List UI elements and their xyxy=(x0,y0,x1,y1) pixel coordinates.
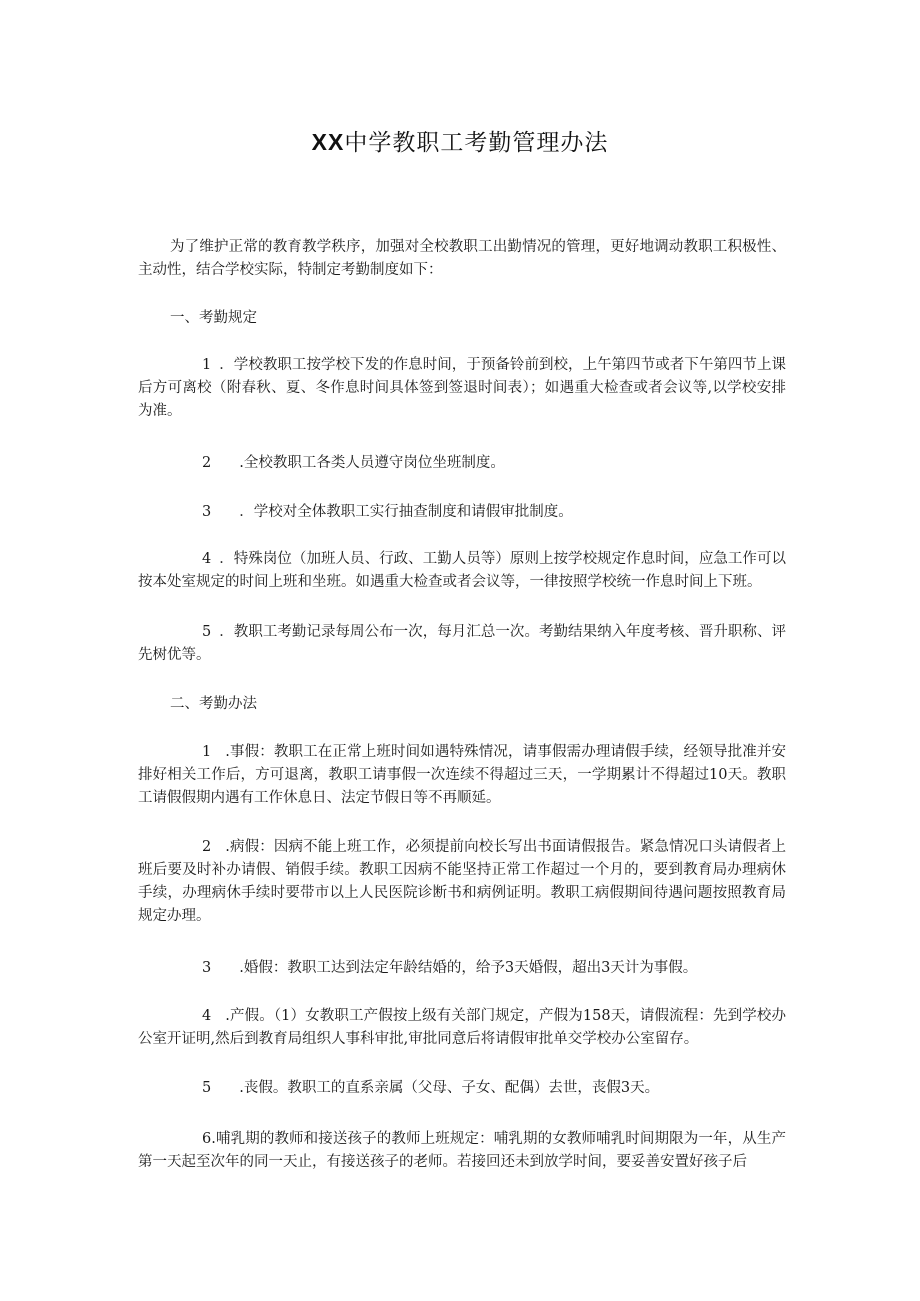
item-number: 1 xyxy=(202,744,212,760)
item-number: 3 xyxy=(202,960,212,976)
item-text: ．学校对全体教职工实行抽查制度和请假审批制度。 xyxy=(239,504,573,520)
item-text: .产假。（1）女教职工产假按上级有关部门规定，产假为158天，请假流程：先到学校办公室开证明,然后到教育局组织人事科审批,审批同意后将请假审批单交学校办公室留存。 xyxy=(138,1008,786,1047)
section2-item-1 xyxy=(138,741,786,810)
section2-item-2 xyxy=(138,836,786,928)
item-number: 1 xyxy=(202,357,212,373)
section2-heading: 二、考勤办法 xyxy=(170,696,257,712)
item-text: ．教职工考勤记录每周公布一次，每月汇总一次。考勤结果纳入年度考核、晋升职称、评先树优等。 xyxy=(138,624,786,663)
section2-item-6 xyxy=(138,1128,786,1174)
item-text: .哺乳期的教师和接送孩子的教师上班规定：哺乳期的女教师哺乳时间期限为一年，从生产第一天起至次年的同一天止，有接送孩子的老师。若接回还未到放学时间，要妥善安置好孩子后 xyxy=(138,1131,786,1170)
section1-item-5 xyxy=(138,621,786,667)
item-number: 2 xyxy=(202,455,212,471)
item-text: .事假：教职工在正常上班时间如遇特殊情况，请事假需办理请假手续，经领导批准并安排好相关工作后，方可退离，教职工请事假一次连续不得超过三天，一学期累计不得超过10天。教职工请假假期内遇有工作休息日、法定节假日等不再顺延。 xyxy=(138,744,786,806)
item-number: 4 xyxy=(202,1008,212,1024)
intro-paragraph: 为了维护正常的教育教学秩序，加强对全校教职工出勤情况的管理，更好地调动教职工积极性、主动性，结合学校实际，特制定考勤制度如下： xyxy=(138,239,786,278)
item-number: 3 xyxy=(202,504,212,520)
section1-item-4 xyxy=(138,548,786,594)
item-number: 5 xyxy=(202,624,212,640)
section1-heading: 一、考勤规定 xyxy=(170,310,257,326)
item-number: 2 xyxy=(202,839,212,855)
item-number: 5 xyxy=(202,1080,212,1096)
section2-item-5 xyxy=(138,1077,786,1100)
item-text: ．特殊岗位（加班人员、行政、工勤人员等）原则上按学校规定作息时间，应急工作可以按本处室规定的时间上班和坐班。如遇重大检查或者会议等，一律按照学校统一作息时间上下班。 xyxy=(138,551,786,590)
item-text: .丧假。教职工的直系亲属（父母、子女、配偶）去世，丧假3天。 xyxy=(239,1080,660,1096)
section2-item-3 xyxy=(138,957,786,980)
item-text: .病假：因病不能上班工作，必须提前向校长写出书面请假报告。紧急情况口头请假者上班后要及时补办请假、销假手续。教职工因病不能坚持正常工作超过一个月的，要到教育局办理病休手续，办理病休手续时要带市以上人民医院诊断书和病例证明。教职工病假期间待遇问题按照教育局规定办理。 xyxy=(138,839,786,924)
item-number: 4 xyxy=(202,551,212,567)
section1-item-3 xyxy=(138,501,786,524)
item-text: .婚假：教职工达到法定年龄结婚的，给予3天婚假，超出3天计为事假。 xyxy=(239,960,698,976)
title-text: 中学教职工考勤管理办法 xyxy=(344,130,609,156)
section1-item-2 xyxy=(138,452,786,475)
title-prefix: XX xyxy=(311,129,345,155)
item-text: ．学校教职工按学校下发的作息时间，于预备铃前到校，上午第四节或者下午第四节上课后方可离校（附春秋、夏、冬作息时间具体签到签退时间表）；如遇重大检查或者会议等,以学校安排为准。 xyxy=(138,357,786,419)
item-number: 6 xyxy=(202,1131,212,1147)
section1-item-1 xyxy=(138,354,786,423)
section2-item-4 xyxy=(138,1005,786,1051)
item-text: .全校教职工各类人员遵守岗位坐班制度。 xyxy=(239,455,505,471)
document-title xyxy=(0,124,920,161)
